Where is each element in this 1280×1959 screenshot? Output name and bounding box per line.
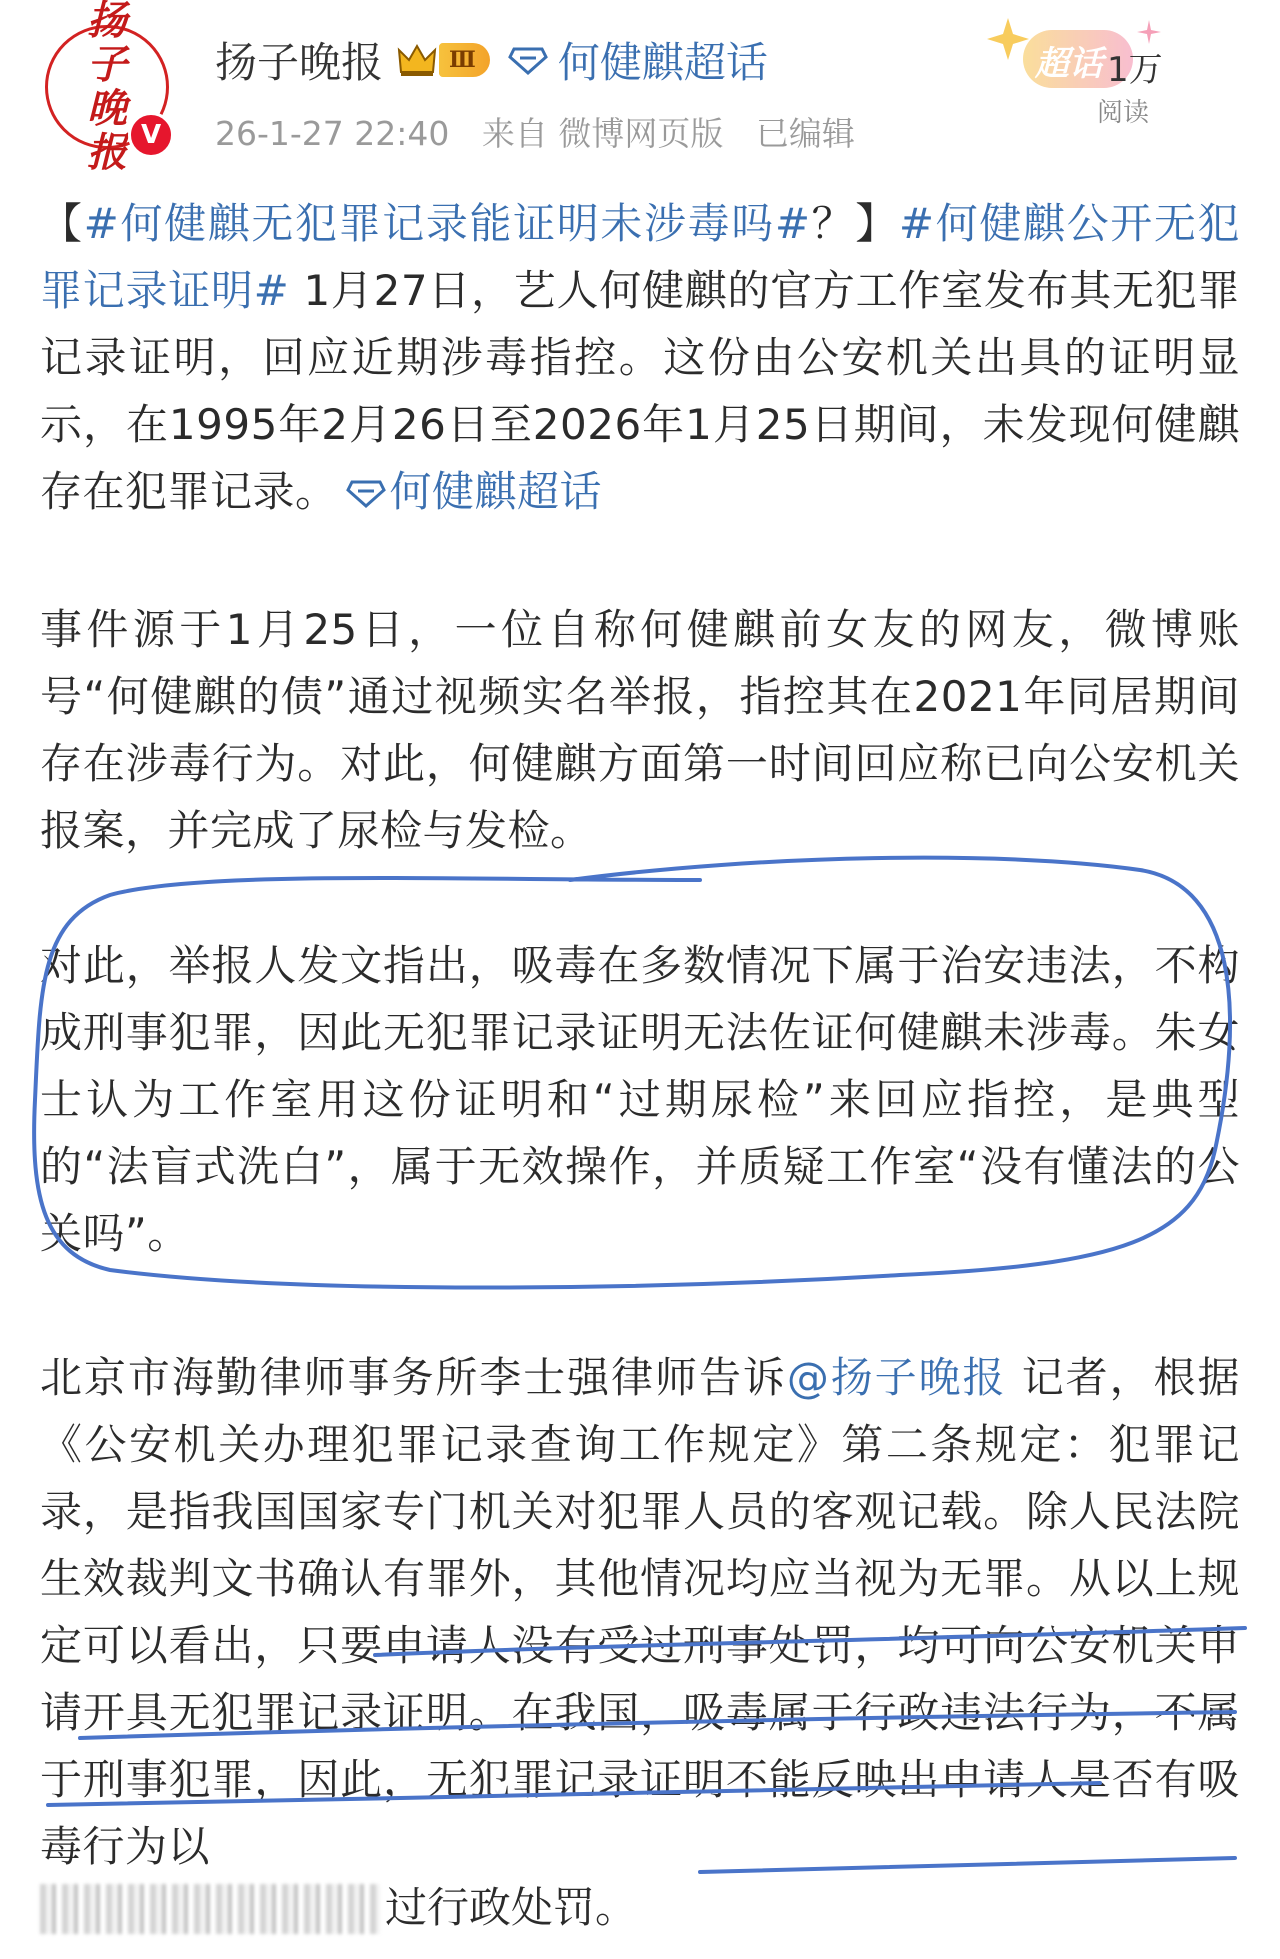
mention-link[interactable]: @扬子晚报	[786, 1353, 1007, 1402]
edited-label[interactable]: 已编辑	[755, 114, 855, 153]
bracket-open: 【	[40, 199, 84, 248]
post-header	[0, 0, 1280, 176]
read-count-badge[interactable]	[975, 12, 1175, 128]
paragraph-4	[40, 1344, 1240, 1880]
star-sparkle-icon	[985, 16, 1031, 62]
post-timestamp: 26-1-27 22:40	[215, 114, 450, 153]
read-count: 1万	[1107, 50, 1163, 90]
supertopic-diamond-icon	[346, 478, 386, 508]
obscured-text-region	[40, 1884, 380, 1934]
level-badge[interactable]: Ⅲ	[439, 43, 490, 77]
hashtag-link[interactable]: #何健麒公开无犯罪记录证明#	[40, 199, 1240, 315]
name-row	[215, 30, 768, 90]
verified-badge: V	[128, 112, 174, 158]
hashtag-link[interactable]: #何健麒无犯罪记录能证明未涉毒吗#	[83, 199, 811, 248]
paragraph-last-line: 过行政处罚。	[385, 1883, 638, 1932]
post-meta	[215, 108, 877, 155]
paragraph-1	[40, 190, 1240, 525]
post-source: 来自 微博网页版	[481, 114, 724, 153]
supertopic-badge-label: 超话	[1035, 44, 1103, 84]
paragraph-text: 北京市海勤律师事务所李士强律师告诉	[40, 1353, 787, 1402]
paragraph-3: 对此，举报人发文指出，吸毒在多数情况下属于治安违法，不构成刑事犯罪，因此无犯罪记录证明无法佐证何健麒未涉毒。朱女士认为工作室用这份证明和“过期尿检”来回应指控，是典型的“法盲式洗白”，属于无效操作，并质疑工作室“没有懂法的公关吗”。	[40, 941, 1240, 1258]
supertopic-diamond-icon	[508, 45, 548, 75]
read-label: 阅读	[1097, 98, 1150, 128]
crown-icon	[397, 42, 437, 78]
supertopic-link[interactable]: 何健麒超话	[557, 38, 768, 87]
bracket-close: ？】	[810, 199, 899, 248]
paragraph-text: 记者，根据《公安机关办理犯罪记录查询工作规定》第二条规定：犯罪记录，是指我国国家专门机关对犯罪人员的客观记载。除人民法院生效裁判文书确认有罪外，其他情况均应当视为无罪。从以上规定可以看出，只要申请人没有受过刑事处罚，均可向公安机关申请开具无犯罪记录证明。在我国，吸毒属于行政违法行为，不属于刑事犯罪，因此，无犯罪记录证明不能反映出申请人是否有吸毒行为以	[40, 1353, 1240, 1871]
avatar-logo-text: 扬子晚报	[87, 0, 127, 176]
supertopic-link[interactable]: 何健麒超话	[389, 467, 603, 516]
paragraph-2: 事件源于1月25日，一位自称何健麒前女友的网友，微博账号“何健麒的债”通过视频实名举报，指控其在2021年同居期间存在涉毒行为。对此，何健麒方面第一时间回应称已向公安机关报案，并完成了尿检与发检。	[40, 605, 1240, 855]
account-name[interactable]: 扬子晚报	[215, 38, 384, 87]
paragraph-text: 1月27日，艺人何健麒的官方工作室发布其无犯罪记录证明，回应近期涉毒指控。这份由公安机关出具的证明显示，在1995年2月26日至2026年1月25日期间，未发现何健麒存在犯罪记录。	[40, 266, 1240, 516]
